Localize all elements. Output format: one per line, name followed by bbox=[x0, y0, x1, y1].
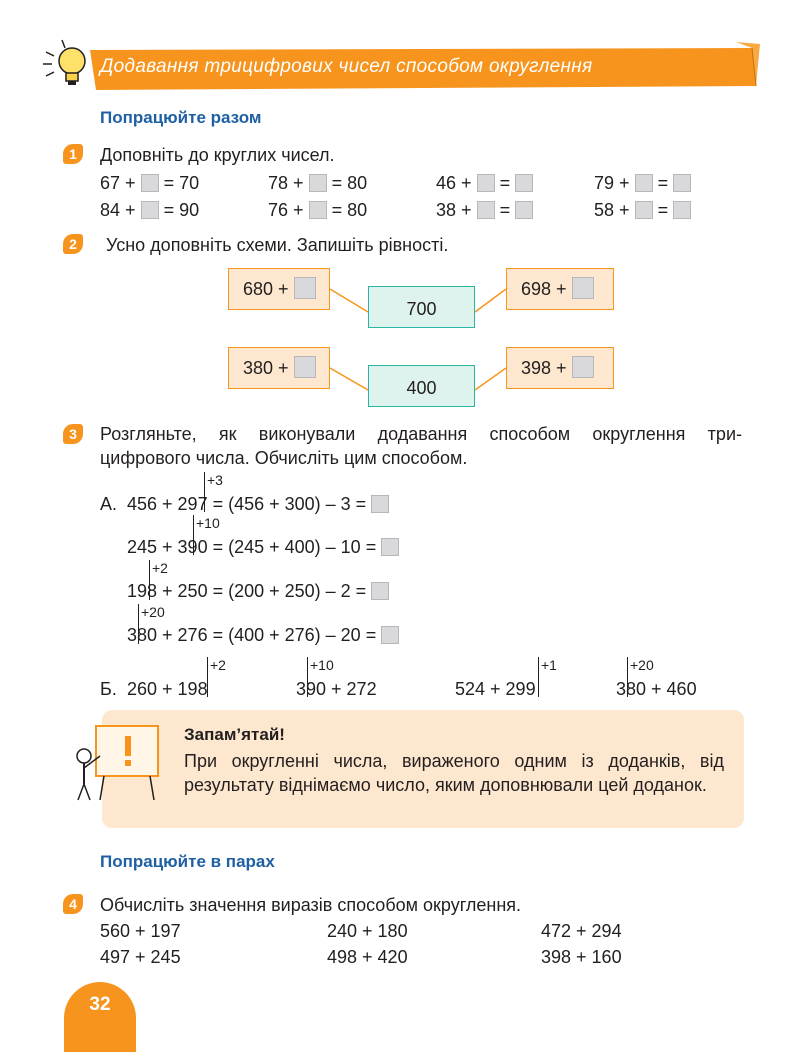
task4-expression: 560 + 197 bbox=[100, 921, 181, 941]
task4-text: Обчисліть значення виразів способом округлення. bbox=[100, 895, 522, 915]
page-title: Додавання трицифрових чисел способом округлення bbox=[100, 56, 593, 77]
hint-label: +3 bbox=[207, 472, 223, 488]
task3-label-a: А. bbox=[100, 494, 118, 514]
remember-text: При округленні числа, вираженого одним із доданків, від результату віднімаємо число, яким доповнювали цей доданок. bbox=[184, 751, 724, 795]
answer-box[interactable] bbox=[572, 277, 594, 299]
expression: 380 + 276 = (400 + 276) – 20 = bbox=[127, 624, 399, 646]
hint-label: +10 bbox=[310, 657, 334, 673]
scheme1-right: 698 + bbox=[506, 268, 614, 310]
expression: 260 + 198 bbox=[127, 679, 208, 699]
task1-item: 79 + = bbox=[594, 172, 691, 194]
expression: 245 + 390 = (245 + 400) – 10 = bbox=[127, 536, 399, 558]
expression: 456 + 297 = (456 + 300) – 3 = bbox=[127, 493, 389, 515]
hint-label: +20 bbox=[141, 604, 165, 620]
scheme1-center: 700 bbox=[368, 286, 475, 328]
task1-item: 38 + = bbox=[436, 199, 533, 221]
task-number-1: 1 bbox=[63, 144, 83, 164]
expression: 390 + 272 bbox=[296, 679, 377, 699]
task-number-2: 2 bbox=[63, 234, 83, 254]
task1-item: 67 + = 70 bbox=[100, 173, 200, 193]
expression: 524 + 299 bbox=[455, 679, 536, 699]
hint-label: +10 bbox=[196, 515, 220, 531]
hint-label: +1 bbox=[541, 657, 557, 673]
answer-box[interactable] bbox=[381, 538, 399, 556]
expression: 198 + 250 = (200 + 250) – 2 = bbox=[127, 580, 389, 602]
hint-label: +2 bbox=[210, 657, 226, 673]
remember-title: Запам’ятай! bbox=[184, 725, 285, 744]
task4-expression: 497 + 245 bbox=[100, 947, 181, 967]
task1-item: 78 + = 80 bbox=[268, 173, 368, 193]
scheme1-left: 680 + bbox=[228, 268, 330, 310]
hint-line bbox=[538, 657, 539, 697]
task4-expression: 240 + 180 bbox=[327, 921, 408, 941]
task4-expression: 472 + 294 bbox=[541, 921, 622, 941]
task3-line2: цифрового числа. Обчисліть цим способом. bbox=[100, 448, 468, 468]
scheme2-center: 400 bbox=[368, 365, 475, 407]
scheme2-right: 398 + bbox=[506, 347, 614, 389]
expression: 380 + 460 bbox=[616, 679, 697, 699]
section-heading-pairs: Попрацюйте в парах bbox=[100, 852, 275, 871]
task1-item: 76 + = 80 bbox=[268, 200, 368, 220]
answer-box[interactable] bbox=[381, 626, 399, 644]
page-number-tab bbox=[64, 982, 136, 1052]
answer-box[interactable] bbox=[294, 277, 316, 299]
task-number-4: 4 bbox=[63, 894, 83, 914]
page-number: 32 bbox=[89, 994, 111, 1015]
answer-box[interactable] bbox=[572, 356, 594, 378]
task4-expression: 398 + 160 bbox=[541, 947, 622, 967]
task2-text: Усно доповніть схеми. Запишіть рівності. bbox=[106, 235, 449, 255]
task3-label-b: Б. bbox=[100, 679, 117, 699]
answer-box[interactable] bbox=[371, 582, 389, 600]
scheme2-left: 380 + bbox=[228, 347, 330, 389]
hint-label: +2 bbox=[152, 560, 168, 576]
hint-label: +20 bbox=[630, 657, 654, 673]
task3-line1: Розгляньте, як виконували додавання способом округлення три- bbox=[100, 424, 742, 444]
task1-item: 46 + = bbox=[436, 172, 533, 194]
task4-expression: 498 + 420 bbox=[327, 947, 408, 967]
task1-text: Доповніть до круглих чисел. bbox=[100, 145, 335, 165]
task1-item: 58 + = bbox=[594, 199, 691, 221]
task-number-3: 3 bbox=[63, 424, 83, 444]
section-heading-together: Попрацюйте разом bbox=[100, 108, 262, 127]
scheme-connectors bbox=[0, 0, 800, 420]
teacher-board-icon bbox=[70, 722, 170, 802]
answer-box[interactable] bbox=[294, 356, 316, 378]
task1-item: 84 + = 90 bbox=[100, 200, 200, 220]
answer-box[interactable] bbox=[371, 495, 389, 513]
